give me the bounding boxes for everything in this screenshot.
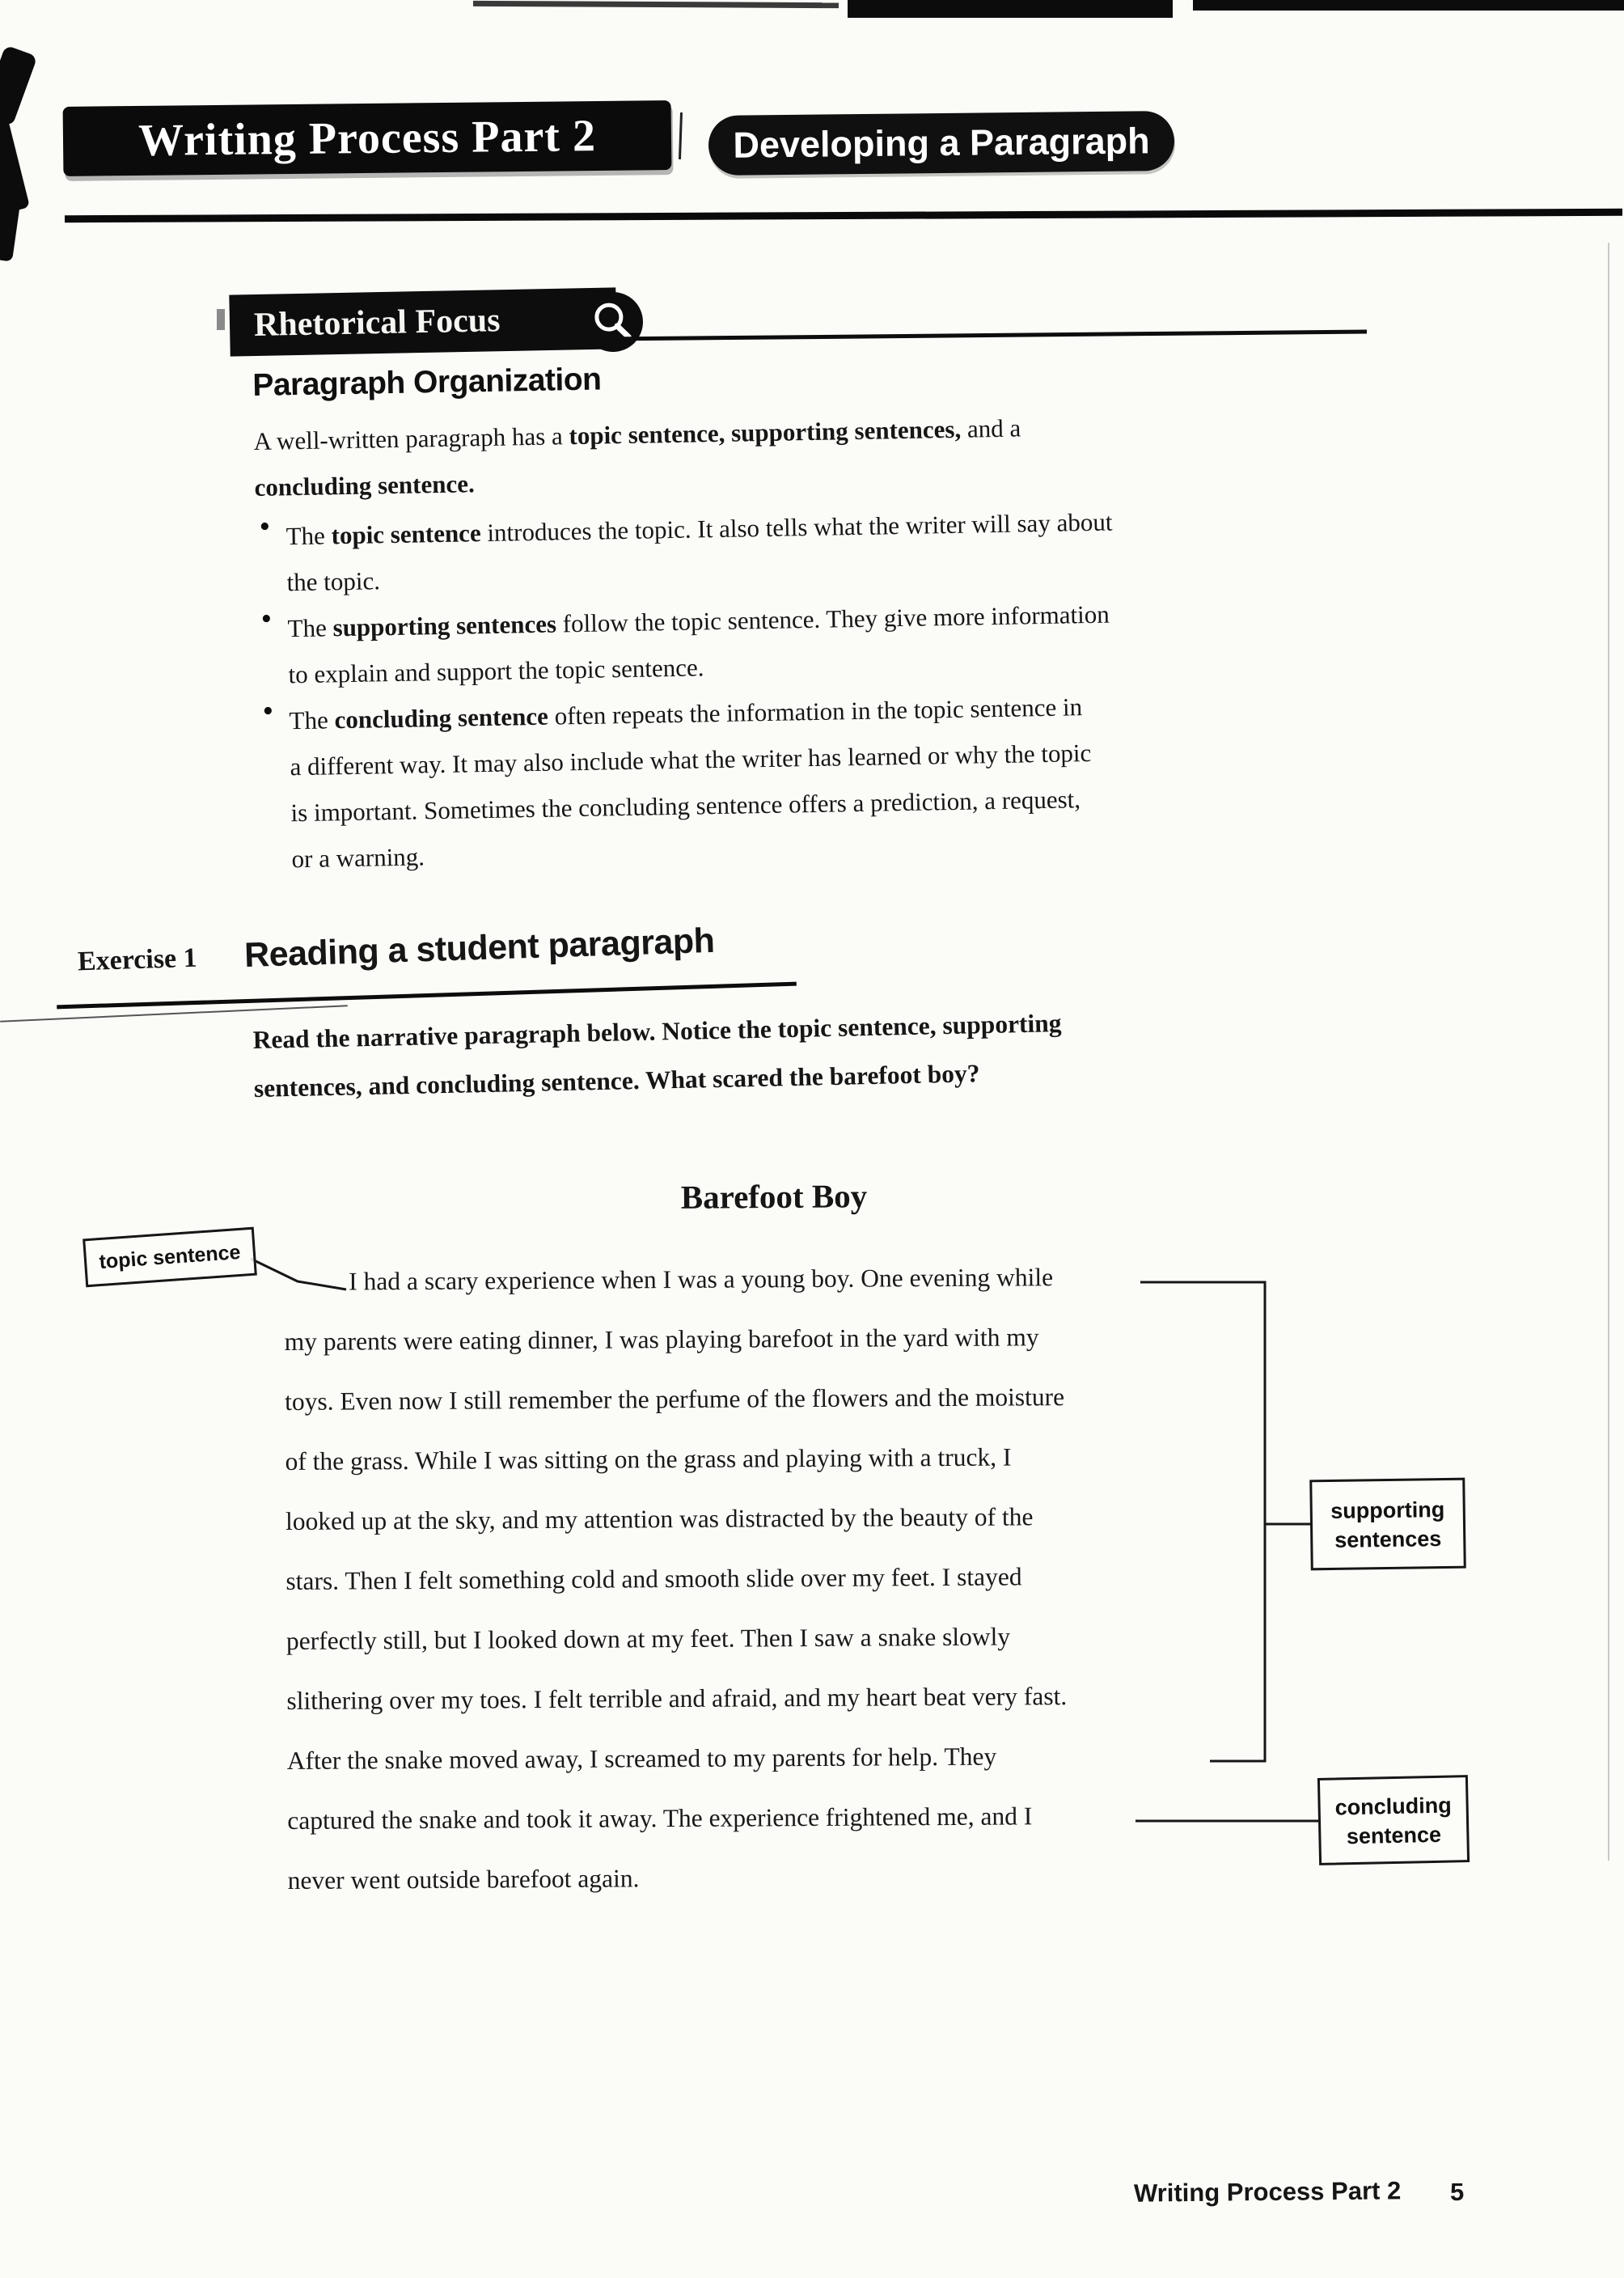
banner-left-tick bbox=[217, 309, 225, 330]
footer-section-title: Writing Process Part 2 bbox=[1133, 2176, 1402, 2208]
paragraph-line: captured the snake and took it away. The experience frightened me, and I bbox=[287, 1802, 1033, 1835]
section-intro bbox=[253, 400, 1322, 510]
exercise-instructions bbox=[252, 999, 1063, 1113]
intro-bold-terms: topic sentence, supporting sentences, bbox=[569, 414, 962, 451]
supporting-sentences-label: supporting sentences bbox=[1309, 1478, 1466, 1571]
scan-artifact-top-thin bbox=[473, 1, 839, 8]
footer-page-number: 5 bbox=[1450, 2178, 1465, 2206]
chapter-title-plate bbox=[63, 100, 672, 176]
paragraph-line: never went outside barefoot again. bbox=[287, 1864, 640, 1895]
rhetorical-focus-label: Rhetorical Focus bbox=[253, 302, 501, 345]
intro-text: A well-written paragraph has a bbox=[253, 421, 569, 455]
exercise-underline bbox=[57, 982, 797, 1010]
bullet-text: The bbox=[285, 521, 332, 551]
bullet-concluding-sentence bbox=[258, 680, 1329, 883]
exercise-number-label: Exercise 1 bbox=[77, 942, 198, 977]
bullet-bold-term: supporting sentences bbox=[332, 609, 557, 642]
instructions-line: sentences, and concluding sentence. What scared the barefoot boy? bbox=[253, 1059, 980, 1103]
scan-artifact-top-bar bbox=[848, 0, 1173, 18]
student-paragraph bbox=[284, 1247, 1068, 1911]
banner-underline bbox=[608, 329, 1367, 341]
scan-artifact-binding-1 bbox=[0, 45, 37, 127]
paragraph-organization-section bbox=[252, 349, 1329, 883]
header-rule bbox=[65, 209, 1622, 222]
bullet-line: to explain and support the topic sentence. bbox=[288, 653, 704, 689]
paragraph-organization-bullets bbox=[255, 495, 1329, 883]
paragraph-line: my parents were eating dinner, I was playing barefoot in the yard with my bbox=[284, 1323, 1039, 1356]
paragraph-line: After the snake moved away, I screamed to my parents for help. They bbox=[286, 1742, 997, 1775]
bullet-bold-term: topic sentence bbox=[331, 519, 481, 550]
chapter-title: Writing Process Part 2 bbox=[137, 111, 597, 166]
paragraph-line: I had a scary experience when I was a young boy. One evening while bbox=[349, 1263, 1054, 1296]
chapter-subtitle-bubble bbox=[708, 111, 1175, 176]
paragraph-line: toys. Even now I still remember the perfume of the flowers and the moisture bbox=[285, 1382, 1065, 1416]
scan-artifact-right-edge-line bbox=[1608, 243, 1609, 1861]
bullet-line: a different way. It may also include what the writer has learned or why the topic bbox=[290, 738, 1092, 781]
rhetorical-focus-banner bbox=[229, 287, 616, 356]
scan-artifact-binding-2 bbox=[0, 119, 30, 214]
paragraph-line: of the grass. While I was sitting on the grass and playing with a truck, I bbox=[285, 1442, 1012, 1476]
scan-artifact-header-tick bbox=[679, 112, 683, 159]
instructions-line: Read the narrative paragraph below. Notice the topic sentence, supporting bbox=[252, 1009, 1062, 1054]
magnifier-icon bbox=[580, 289, 645, 354]
bullet-text: The bbox=[289, 705, 335, 735]
intro-bold-term-2: concluding sentence. bbox=[254, 469, 475, 502]
section-heading: Paragraph Organization bbox=[252, 362, 602, 403]
exercise-title: Reading a student paragraph bbox=[243, 921, 716, 976]
scan-artifact-binding-3 bbox=[0, 201, 20, 261]
paragraph-line: stars. Then I felt something cold and smooth slide over my feet. I stayed bbox=[285, 1562, 1022, 1595]
bullet-text: follow the topic sentence. They give more information bbox=[556, 599, 1110, 638]
intro-text: and a bbox=[960, 413, 1021, 443]
paragraph-line: slithering over my toes. I felt terrible and afraid, and my heart beat very fast. bbox=[286, 1682, 1068, 1715]
topic-sentence-label: topic sentence bbox=[82, 1227, 257, 1288]
story-title: Barefoot Boy bbox=[680, 1177, 868, 1216]
bullet-text: often repeats the information in the topic sentence in bbox=[548, 692, 1083, 730]
paragraph-line: looked up at the sky, and my attention was distracted by the beauty of the bbox=[285, 1502, 1034, 1535]
bullet-line: is important. Sometimes the concluding sentence offers a prediction, a request, bbox=[290, 785, 1081, 828]
bullet-line: the topic. bbox=[286, 566, 381, 597]
chapter-subtitle: Developing a Paragraph bbox=[733, 120, 1150, 166]
bullet-text: The bbox=[287, 613, 333, 643]
concluding-sentence-label: concluding sentence bbox=[1317, 1775, 1470, 1865]
bullet-text: introduces the topic. It also tells what the writer will say about bbox=[480, 507, 1113, 548]
scan-artifact-top-right-bar bbox=[1193, 0, 1624, 11]
bullet-bold-term: concluding sentence bbox=[334, 701, 549, 735]
bullet-line: or a warning. bbox=[291, 842, 425, 874]
paragraph-line: perfectly still, but I looked down at my feet. Then I saw a snake slowly bbox=[285, 1622, 1011, 1655]
